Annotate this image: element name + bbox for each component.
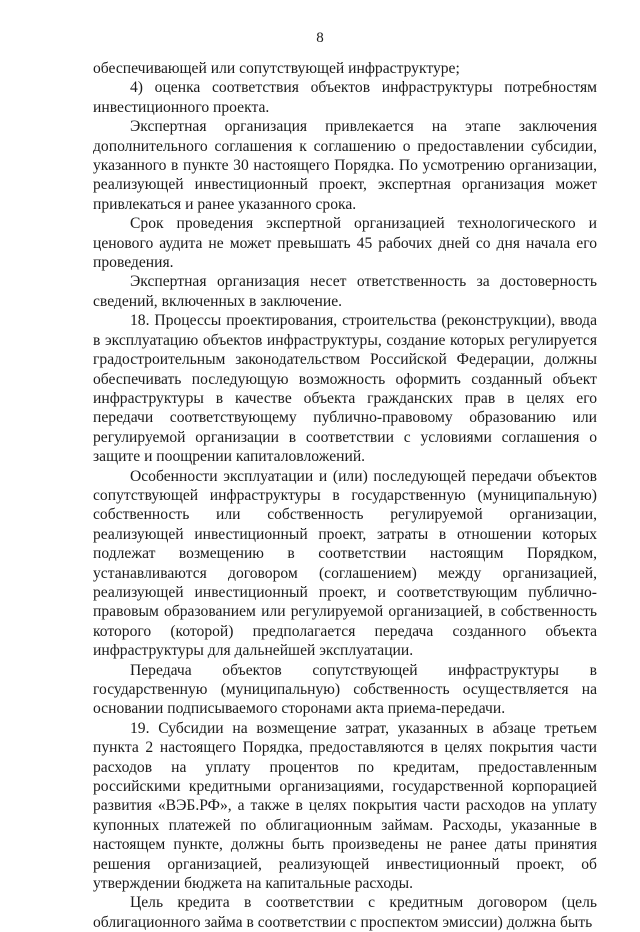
paragraph-10: Цель кредита в соответствии с кредитным договором (цель облигационного займа в соответствии с проспектом эмиссии) должна быть — [93, 894, 597, 931]
paragraph-7: Особенности эксплуатации и (или) последующей передачи объектов сопутствующей инфраструктуры в государственную (муниципальную) собственность или собственность регулируемой организации, реализующей инвестиционный проект, затраты в отношении которых подлежат возмещению в соответствии настоящим Порядком, устанавливаются договором (соглашением) между организацией, реализующей инвестиционный проект, и соответствующим публично-правовым образованием или регулируемой организацией, в собственность которого (которой) предполагается передача созданного объекта инфраструктуры для дальнейшей эксплуатации. — [93, 467, 597, 660]
paragraph-2: 4) оценка соответствия объектов инфраструктуры потребностям инвестиционного проекта. — [93, 79, 597, 116]
page-number: 8 — [316, 30, 324, 46]
paragraph-8: Передача объектов сопутствующей инфраструктуры в государственную (муниципальную) собственность осуществляется на основании подписываемого сторонами акта приема-передачи. — [93, 661, 597, 718]
paragraph-6: 18. Процессы проектирования, строительства (реконструкции), ввода в эксплуатацию объектов инфраструктуры, создание которых регулируется градостроительным законодательством Российской Федерации, должны обеспечивать последующую возможность оформить созданный объект инфраструктуры в качестве объекта гражданских прав в целях его передачи соответствующему публично-правовому образованию или регулируемой организации в соответствии с условиями соглашения о защите и поощрении капиталовложений. — [93, 312, 597, 466]
paragraph-9: 19. Субсидии на возмещение затрат, указанных в абзаце третьем пункта 2 настоящего Порядка, предоставляются в целях покрытия части расходов на уплату процентов по кредитам, предоставленным российскими кредитными организациями, государственной корпорацией развития «ВЭБ.РФ», а также в целях покрытия части расходов на уплату купонных платежей по облигационным займам. Расходы, указанные в настоящем пункте, должны быть произведены не ранее даты принятия решения организацией, реализующей инвестиционный проект, об утверждении бюджета на капитальные расходы. — [93, 719, 597, 893]
paragraph-5: Экспертная организация несет ответственность за достоверность сведений, включенных в заключение. — [93, 273, 597, 310]
paragraph-1: обеспечивающей или сопутствующей инфраструктуре; — [93, 60, 460, 77]
document-body — [93, 59, 597, 932]
paragraph-3: Экспертная организация привлекается на этапе заключения дополнительного соглашения к соглашению о предоставлении субсидии, указанного в пункте 30 настоящего Порядка. По усмотрению организации, реализующей инвестиционный проект, экспертная организация может привлекаться и ранее указанного срока. — [93, 118, 597, 213]
paragraph-4: Срок проведения экспертной организацией технологического и ценового аудита не может превышать 45 рабочих дней со дня начала его проведения. — [93, 215, 597, 272]
